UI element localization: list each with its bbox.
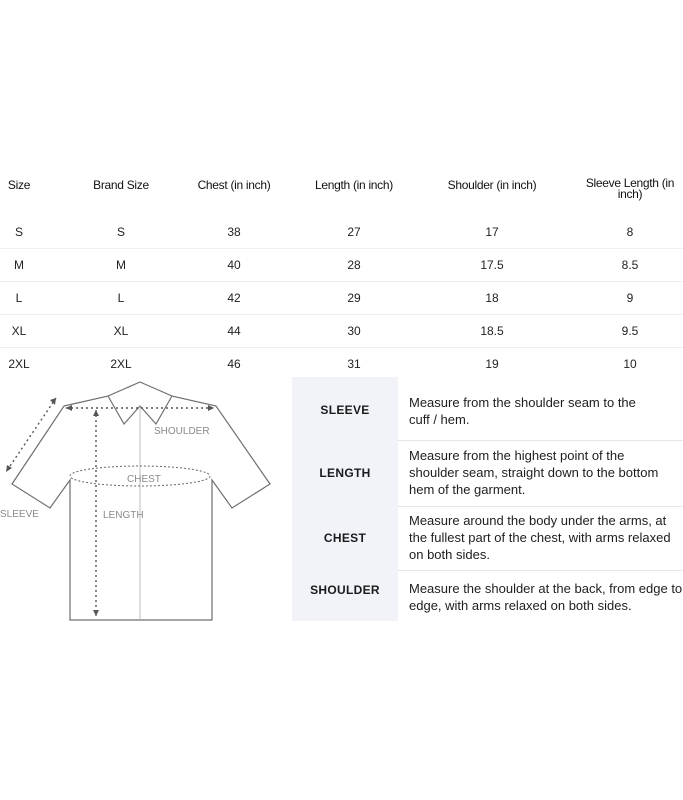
cell-size: 2XL bbox=[8, 357, 30, 371]
cell-chest: 44 bbox=[227, 324, 241, 338]
measurement-guide bbox=[292, 377, 683, 621]
cell-shoulder: 18.5 bbox=[480, 324, 504, 338]
cell-sleeve-length: 9 bbox=[626, 291, 634, 305]
cell-brand-size: S bbox=[116, 225, 125, 239]
cell-size: S bbox=[14, 225, 23, 239]
guide-desc-chest: Measure around the body under the arms, at the fullest part of the chest, with arms relaxed on both sides. bbox=[409, 513, 671, 562]
cell-shoulder: 19 bbox=[485, 357, 499, 371]
shirt-outline bbox=[12, 396, 270, 620]
cell-sleeve-length: 8 bbox=[626, 225, 634, 239]
table-row bbox=[0, 248, 683, 282]
header-sleeve-length: Sleeve Length (in inch) bbox=[585, 176, 675, 201]
guide-row-sleeve bbox=[292, 377, 683, 439]
cell-chest: 42 bbox=[227, 291, 241, 305]
cell-length: 30 bbox=[347, 324, 361, 338]
cell-length: 29 bbox=[347, 291, 361, 305]
header-length: Length (in inch) bbox=[315, 178, 393, 192]
diagram-label-shoulder: SHOULDER bbox=[154, 426, 210, 437]
cell-length: 31 bbox=[347, 357, 361, 371]
cell-length: 28 bbox=[347, 258, 361, 272]
cell-sleeve-length: 9.5 bbox=[621, 324, 639, 338]
cell-shoulder: 17 bbox=[485, 225, 499, 239]
guide-label-length: LENGTH bbox=[319, 466, 371, 480]
header-shoulder: Shoulder (in inch) bbox=[447, 178, 537, 192]
cell-chest: 46 bbox=[227, 357, 241, 371]
diagram-label-sleeve: SLEEVE bbox=[0, 509, 39, 520]
header-size: Size bbox=[7, 178, 31, 192]
sleeve-measure-line bbox=[6, 398, 56, 472]
cell-chest: 40 bbox=[227, 258, 241, 272]
cell-sleeve-length: 10 bbox=[623, 357, 637, 371]
cell-brand-size: 2XL bbox=[110, 357, 132, 371]
cell-size: XL bbox=[11, 324, 27, 338]
diagram-label-length: LENGTH bbox=[103, 510, 144, 521]
cell-size: M bbox=[14, 258, 24, 272]
cell-sleeve-length: 8.5 bbox=[621, 258, 639, 272]
cell-brand-size: L bbox=[117, 291, 125, 305]
table-header-row bbox=[0, 178, 683, 211]
cell-shoulder: 18 bbox=[485, 291, 499, 305]
cell-shoulder: 17.5 bbox=[480, 258, 504, 272]
table-row bbox=[0, 281, 683, 315]
cell-length: 27 bbox=[347, 225, 361, 239]
guide-desc-shoulder: Measure the shoulder at the back, from edge to edge, with arms relaxed on both sides. bbox=[409, 581, 683, 613]
table-row bbox=[0, 215, 683, 249]
shirt-measurement-diagram bbox=[0, 376, 290, 636]
cell-chest: 38 bbox=[227, 225, 241, 239]
cell-size: L bbox=[15, 291, 23, 305]
guide-row-chest bbox=[292, 507, 683, 569]
guide-desc-sleeve: Measure from the shoulder seam to the cuff / hem. bbox=[409, 395, 636, 427]
diagram-label-chest: CHEST bbox=[127, 474, 161, 485]
guide-label-chest: CHEST bbox=[323, 531, 367, 545]
header-brand-size: Brand Size bbox=[93, 178, 149, 192]
shirt-collar bbox=[108, 382, 172, 396]
cell-brand-size: XL bbox=[113, 324, 129, 338]
guide-desc-length: Measure from the highest point of the shoulder seam, straight down to the bottom hem of the garment. bbox=[409, 448, 659, 497]
guide-row-length bbox=[292, 441, 683, 505]
cell-brand-size: M bbox=[116, 258, 126, 272]
table-row bbox=[0, 314, 683, 348]
guide-label-shoulder: SHOULDER bbox=[310, 583, 380, 597]
guide-row-shoulder bbox=[292, 571, 683, 621]
header-chest: Chest (in inch) bbox=[197, 178, 271, 192]
guide-label-sleeve: SLEEVE bbox=[320, 403, 370, 417]
